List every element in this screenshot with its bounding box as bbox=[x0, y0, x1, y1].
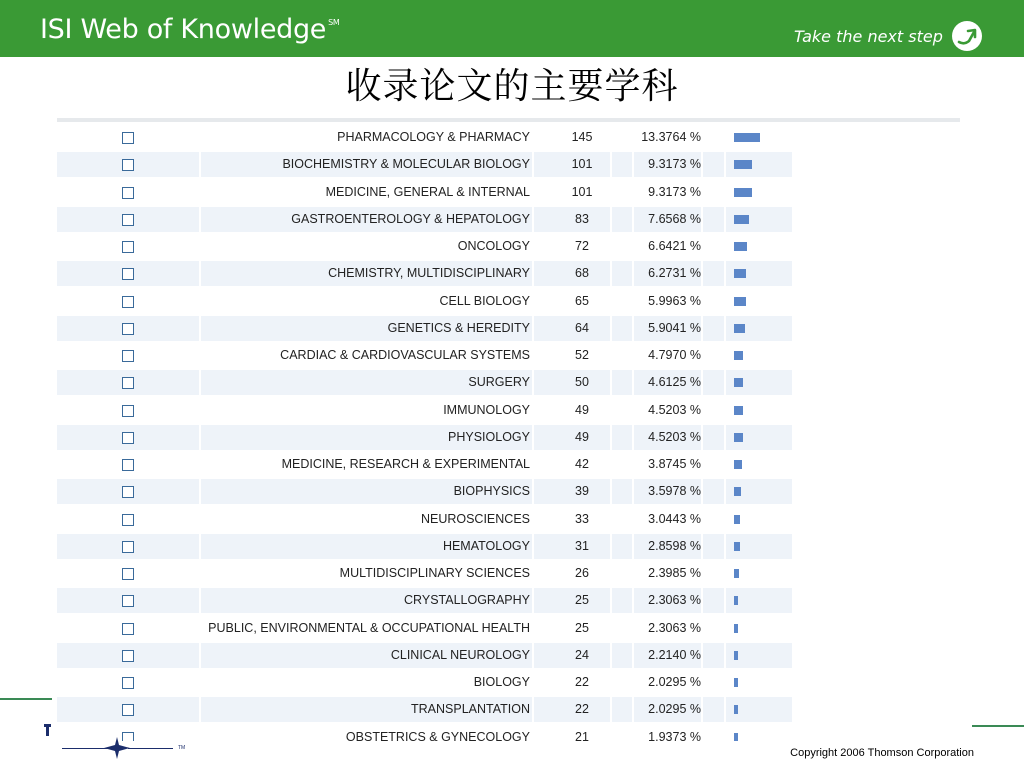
record-count: 145 bbox=[571, 130, 593, 144]
row-checkbox[interactable] bbox=[122, 405, 134, 417]
record-count: 68 bbox=[575, 266, 589, 281]
percentage: 4.7970 % bbox=[648, 348, 701, 362]
table-row bbox=[57, 180, 792, 205]
subject-name: IMMUNOLOGY bbox=[443, 402, 530, 417]
subject-name: BIOPHYSICS bbox=[453, 484, 530, 499]
percentage-bar bbox=[734, 324, 745, 333]
row-checkbox[interactable] bbox=[122, 187, 134, 199]
star-icon bbox=[104, 737, 130, 759]
row-checkbox[interactable] bbox=[122, 459, 134, 471]
percentage: 2.0295 % bbox=[648, 702, 701, 717]
percentage: 3.8745 % bbox=[648, 457, 701, 471]
percentage-bar bbox=[734, 705, 738, 714]
percentage: 3.0443 % bbox=[648, 511, 701, 526]
percentage: 5.9963 % bbox=[648, 293, 701, 308]
row-checkbox[interactable] bbox=[122, 486, 134, 498]
footer-rule-right bbox=[972, 725, 1024, 727]
percentage-bar bbox=[734, 542, 740, 551]
arrow-icon bbox=[952, 21, 982, 51]
percentage-bar bbox=[734, 242, 747, 251]
row-checkbox[interactable] bbox=[122, 268, 134, 280]
record-count: 64 bbox=[575, 320, 589, 335]
percentage-bar bbox=[734, 678, 738, 687]
subject-name: PHARMACOLOGY & PHARMACY bbox=[337, 130, 530, 144]
subject-name: GENETICS & HEREDITY bbox=[387, 320, 530, 335]
percentage-bar bbox=[734, 297, 746, 306]
table-row bbox=[57, 561, 792, 586]
row-checkbox[interactable] bbox=[122, 650, 134, 662]
table-header-line bbox=[57, 118, 960, 122]
record-count: 33 bbox=[575, 511, 589, 526]
table-row bbox=[57, 616, 792, 641]
table-row bbox=[57, 479, 792, 504]
row-checkbox[interactable] bbox=[122, 514, 134, 526]
percentage-bar bbox=[734, 133, 760, 142]
record-count: 31 bbox=[575, 538, 589, 553]
table-row bbox=[57, 697, 792, 722]
table-row bbox=[57, 207, 792, 232]
record-count: 83 bbox=[575, 211, 589, 226]
subject-name: MEDICINE, RESEARCH & EXPERIMENTAL bbox=[281, 457, 530, 471]
percentage: 1.9373 % bbox=[648, 729, 701, 741]
table-row bbox=[57, 588, 792, 613]
percentage: 2.3063 % bbox=[648, 620, 701, 635]
subject-name: SURGERY bbox=[468, 375, 530, 390]
percentage: 5.9041 % bbox=[648, 320, 701, 335]
row-checkbox[interactable] bbox=[122, 350, 134, 362]
record-count: 21 bbox=[575, 729, 589, 741]
subject-name: TRANSPLANTATION bbox=[411, 702, 530, 717]
percentage: 2.3063 % bbox=[648, 593, 701, 608]
table-row bbox=[57, 289, 792, 314]
row-checkbox[interactable] bbox=[122, 432, 134, 444]
arrow-circle-icon bbox=[952, 21, 982, 51]
percentage: 6.6421 % bbox=[648, 239, 701, 253]
percentage: 4.5203 % bbox=[648, 429, 701, 444]
table-row bbox=[57, 725, 792, 742]
percentage: 3.5978 % bbox=[648, 484, 701, 499]
table-row bbox=[57, 643, 792, 668]
percentage-bar bbox=[734, 515, 740, 524]
slide-title: 收录论文的主要学科 bbox=[345, 66, 679, 107]
percentage-bar bbox=[734, 215, 749, 224]
subject-name: CARDIAC & CARDIOVASCULAR SYSTEMS bbox=[280, 348, 530, 362]
percentage-bar bbox=[734, 269, 746, 278]
record-count: 72 bbox=[575, 239, 589, 253]
table-row bbox=[57, 261, 792, 286]
row-checkbox[interactable] bbox=[122, 595, 134, 607]
percentage-bar bbox=[734, 596, 738, 605]
percentage-bar bbox=[734, 651, 738, 660]
row-checkbox[interactable] bbox=[122, 704, 134, 716]
brand-mark: SM bbox=[328, 18, 340, 27]
percentage: 4.5203 % bbox=[648, 402, 701, 417]
percentage-bar bbox=[734, 406, 743, 415]
subject-name: CRYSTALLOGRAPHY bbox=[404, 593, 530, 608]
percentage-bar bbox=[734, 624, 738, 633]
percentage-bar bbox=[734, 733, 738, 742]
percentage: 9.3173 % bbox=[648, 157, 701, 172]
percentage: 2.2140 % bbox=[648, 647, 701, 662]
record-count: 101 bbox=[571, 157, 593, 172]
table-row bbox=[57, 398, 792, 423]
record-count: 50 bbox=[575, 375, 589, 390]
footer-rule-left bbox=[0, 698, 52, 700]
percentage-bar bbox=[734, 569, 739, 578]
record-count: 24 bbox=[575, 647, 589, 662]
subject-name: MEDICINE, GENERAL & INTERNAL bbox=[325, 184, 530, 199]
table-row bbox=[57, 507, 792, 532]
subject-name: ONCOLOGY bbox=[457, 239, 530, 253]
brand-logo bbox=[40, 14, 340, 45]
table-row bbox=[57, 343, 792, 368]
percentage: 13.3764 % bbox=[641, 130, 701, 144]
record-count: 25 bbox=[575, 593, 589, 608]
copyright-text: Copyright 2006 Thomson Corporation bbox=[790, 747, 974, 759]
percentage-bar bbox=[734, 460, 742, 469]
thomson-logo-fragment bbox=[44, 724, 50, 738]
row-checkbox[interactable] bbox=[122, 214, 134, 226]
table-row bbox=[57, 316, 792, 341]
percentage-bar bbox=[734, 433, 743, 442]
subject-name: BIOCHEMISTRY & MOLECULAR BIOLOGY bbox=[282, 157, 530, 172]
subject-name: MULTIDISCIPLINARY SCIENCES bbox=[339, 566, 530, 580]
subject-table bbox=[57, 118, 960, 741]
subject-name: BIOLOGY bbox=[473, 675, 530, 689]
subject-name: CLINICAL NEUROLOGY bbox=[390, 647, 530, 662]
percentage-bar bbox=[734, 188, 752, 197]
row-checkbox[interactable] bbox=[122, 677, 134, 689]
table-row bbox=[57, 670, 792, 695]
record-count: 101 bbox=[571, 184, 593, 199]
row-checkbox[interactable] bbox=[122, 623, 134, 635]
record-count: 49 bbox=[575, 429, 589, 444]
percentage-bar bbox=[734, 351, 743, 360]
record-count: 65 bbox=[575, 293, 589, 308]
row-checkbox[interactable] bbox=[122, 323, 134, 335]
subject-name: PHYSIOLOGY bbox=[448, 429, 530, 444]
percentage: 2.8598 % bbox=[648, 538, 701, 553]
row-checkbox[interactable] bbox=[122, 241, 134, 253]
percentage: 6.2731 % bbox=[648, 266, 701, 281]
subject-name: CHEMISTRY, MULTIDISCIPLINARY bbox=[328, 266, 530, 281]
percentage: 4.6125 % bbox=[648, 375, 701, 390]
table-row bbox=[57, 152, 792, 177]
trademark-label: TM bbox=[178, 745, 186, 751]
record-count: 49 bbox=[575, 402, 589, 417]
subject-name: NEUROSCIENCES bbox=[420, 511, 530, 526]
row-checkbox[interactable] bbox=[122, 296, 134, 308]
percentage-bar bbox=[734, 160, 752, 169]
percentage: 2.0295 % bbox=[648, 675, 701, 689]
percentage-bar bbox=[734, 378, 743, 387]
record-count: 22 bbox=[575, 675, 589, 689]
tagline: Take the next step bbox=[794, 27, 943, 46]
row-checkbox[interactable] bbox=[122, 541, 134, 553]
record-count: 25 bbox=[575, 620, 589, 635]
table-row bbox=[57, 234, 792, 259]
percentage-bar bbox=[734, 487, 741, 496]
record-count: 52 bbox=[575, 348, 589, 362]
row-checkbox[interactable] bbox=[122, 132, 134, 144]
subject-name: HEMATOLOGY bbox=[442, 538, 530, 553]
record-count: 22 bbox=[575, 702, 589, 717]
footer-logo-line-right bbox=[128, 748, 173, 749]
record-count: 42 bbox=[575, 457, 589, 471]
row-checkbox[interactable] bbox=[122, 568, 134, 580]
percentage: 2.3985 % bbox=[648, 566, 701, 580]
subject-name: OBSTETRICS & GYNECOLOGY bbox=[345, 729, 530, 741]
subject-name: CELL BIOLOGY bbox=[439, 293, 530, 308]
table-row bbox=[57, 425, 792, 450]
percentage: 7.6568 % bbox=[648, 211, 701, 226]
brand-name: ISI Web of Knowledge bbox=[40, 14, 327, 45]
record-count: 39 bbox=[575, 484, 589, 499]
row-checkbox[interactable] bbox=[122, 377, 134, 389]
row-checkbox[interactable] bbox=[122, 159, 134, 171]
subject-name: PUBLIC, ENVIRONMENTAL & OCCUPATIONAL HEALTH bbox=[208, 620, 530, 635]
table-row bbox=[57, 125, 792, 150]
table-row bbox=[57, 534, 792, 559]
subject-name: GASTROENTEROLOGY & HEPATOLOGY bbox=[291, 211, 530, 226]
table-row bbox=[57, 370, 792, 395]
record-count: 26 bbox=[575, 566, 589, 580]
percentage: 9.3173 % bbox=[648, 184, 701, 199]
table-row bbox=[57, 452, 792, 477]
header-banner bbox=[0, 0, 1024, 57]
